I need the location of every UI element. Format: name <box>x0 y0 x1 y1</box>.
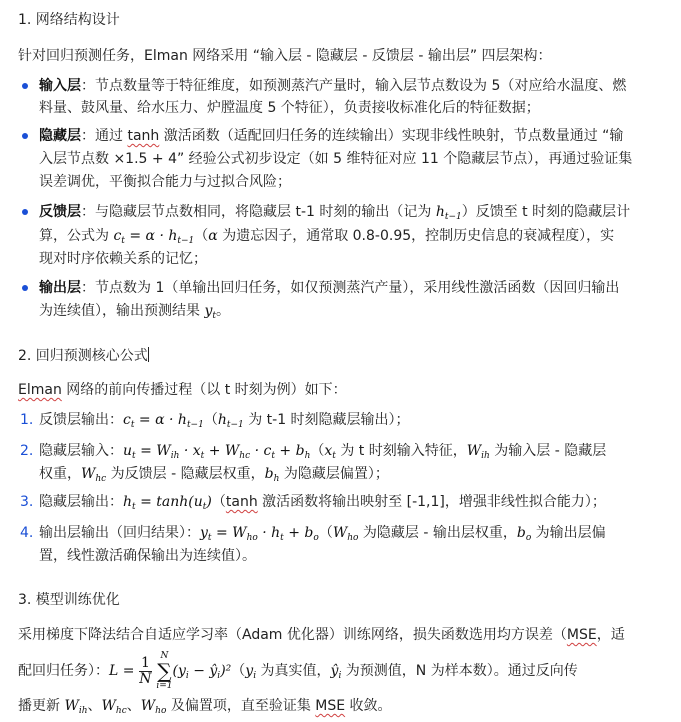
list-number: 1. <box>20 412 34 428</box>
bullet-text-line: ：与隐藏层节点数相同，将隐藏层 t-1 时刻的输出（记为 <box>81 204 436 220</box>
bullet-dot-icon <box>22 83 28 89</box>
bullet-text-line: 料量、鼓风量、给水压力、炉膛温度 5 个特征），负责接收标准化后的特征数据； <box>39 100 540 116</box>
section-3-text: 及偏置项，直至验证集 <box>166 698 316 714</box>
formula-wih: $W_{ih}$ <box>466 443 490 461</box>
list-item-text: 为 t 时刻输入特征， <box>335 443 467 459</box>
formula-ht: $h_t = \tanh(u_t)$ <box>123 494 212 512</box>
tanh-term: tanh <box>225 494 258 510</box>
list-item-label: 反馈层输出： <box>39 412 123 428</box>
formula-yi-hat: $ŷ_i$ <box>330 663 342 681</box>
formula-ct: $c_t = \alpha \cdot h_{t-1}$ <box>113 228 195 246</box>
formula-bo: $b_o$ <box>516 525 532 543</box>
bullet-title: 输入层 <box>39 78 81 94</box>
bullet-title: 隐藏层 <box>39 128 81 144</box>
section-2-intro <box>18 380 347 400</box>
formula-xt: $x_t$ <box>324 443 336 461</box>
list-item-text: 为反馈层 - 隐藏层权重， <box>106 466 265 482</box>
list-item-label: 输出层输出（回归结果）： <box>39 525 200 541</box>
bullet-text-line: （ <box>194 228 209 244</box>
list-item-text: 为 t-1 时刻隐藏层输出）； <box>243 412 410 428</box>
formula-who: $W_{ho}$ <box>140 698 167 716</box>
bullet-text-line: 误差调优，平衡拟合能力与过拟合风险； <box>39 174 291 190</box>
formula-whc: $W_{hc}$ <box>81 466 107 484</box>
section-2-intro-text: 网络的前向传播过程（以 t 时刻为例）如下： <box>61 382 347 398</box>
bullet-text-line: 入层节点数 ×1.5 + 4” 经验公式初步设定（如 5 维特征对应 11 个隐藏层节点），再通过验证集 <box>39 151 633 167</box>
fraction-1-over-n: $\frac{1}{N}$ <box>139 654 152 687</box>
formula-wih: $W_{ih}$ <box>64 698 88 716</box>
section-3-line-3 <box>18 696 392 721</box>
section-3-text: 收敛。 <box>345 698 392 714</box>
section-2-heading <box>18 346 149 366</box>
bullet-text-line: ）反馈至 t 时刻的隐藏层计 <box>461 204 631 220</box>
section-3-text: 采用梯度下降法结合自适应学习率（Adam 优化器）训练网络，损失函数选用均方误差（ <box>18 627 567 643</box>
section-3-line-1 <box>18 625 625 645</box>
list-number: 3. <box>20 494 34 510</box>
elman-term: Elman <box>18 382 62 398</box>
section-3-text: ，适 <box>596 627 625 643</box>
list-number: 4. <box>20 525 34 541</box>
bullet-dot-icon <box>22 209 28 215</box>
formula-ct: $c_t = \alpha \cdot h_{t-1}$ <box>123 412 204 430</box>
section-1-intro: 针对回归预测任务，Elman 网络采用 “输入层 - 隐藏层 - 反馈层 - 输出层” 四层架构： <box>18 48 552 64</box>
formula-yi: $y_i$ <box>245 663 257 681</box>
formula-loss: L = $\frac{1}{N}$ N ∑ i=1 ($y_i$ − $ŷ_i)^2$ <box>109 651 232 691</box>
formula-alpha: α <box>208 228 218 244</box>
section-3-line-2 <box>18 648 578 694</box>
section-3-text: 配回归任务）： <box>18 663 109 679</box>
list-item-text: （ <box>318 525 333 541</box>
separator: 、 <box>126 698 141 714</box>
bullet-text-line: 为连续值），输出预测结果 <box>39 303 205 319</box>
list-item-text: 为输出层偏 <box>531 525 606 541</box>
summation-icon: N ∑ i=1 <box>156 651 173 691</box>
section-3-text: （ <box>231 663 246 679</box>
list-item-text: 为隐藏层 - 输出层权重， <box>358 525 517 541</box>
bullet-text-line: 算，公式为 <box>39 228 114 244</box>
bullet-text-line: ：通过 <box>81 128 128 144</box>
separator: 、 <box>87 698 102 714</box>
list-item-text: 为输入层 - 隐藏层 <box>489 443 607 459</box>
section-3-text: 为预测值，N 为样本数）。通过反向传 <box>341 663 578 679</box>
formula-whc: $W_{hc}$ <box>101 698 127 716</box>
formula-who: $W_{ho}$ <box>332 525 359 543</box>
section-2-heading-text: 2. 回归预测核心公式 <box>18 348 148 364</box>
formula-yt: $y_t$ <box>204 303 216 321</box>
formula-h-t-minus-1: $h_{t-1}$ <box>217 412 244 430</box>
section-3-text: 为真实值， <box>256 663 331 679</box>
section-3-heading: 3. 模型训练优化 <box>18 592 120 608</box>
formula-bh: $b_h$ <box>264 466 280 484</box>
formula-ut: $u_t = W_{ih} \cdot x_t + W_{hc} \cdot c_t + b_h$ <box>123 443 311 461</box>
section-3-text: 播更新 <box>18 698 65 714</box>
bullet-title: 输出层 <box>39 280 81 296</box>
formula-yt-output: $y_t = W_{ho} \cdot h_t + b_o$ <box>200 525 319 543</box>
list-item-text: （ <box>203 412 218 428</box>
tanh-term: tanh <box>127 128 160 144</box>
list-number: 2. <box>20 443 34 459</box>
text-cursor-icon <box>148 347 149 362</box>
bullet-title: 反馈层 <box>39 204 81 220</box>
bullet-text-line: 为遗忘因子，通常取 0.8-0.95，控制历史信息的衰减程度），实 <box>217 228 615 244</box>
mse-term: MSE <box>566 627 597 643</box>
mse-term: MSE <box>315 698 346 714</box>
formula-h-t-minus-1: $h_{t-1}$ <box>435 204 462 222</box>
bullet-dot-icon <box>22 133 28 139</box>
section-1-heading: 1. 网络结构设计 <box>18 12 120 28</box>
list-item-label: 隐藏层输出： <box>39 494 123 510</box>
bullet-text-line: ：节点数为 1（单输出回归任务，如仅预测蒸汽产量），采用线性激活函数（因回归输出 <box>81 280 620 296</box>
bullet-text-line: ：节点数量等于特征维度，如预测蒸汽产量时，输入层节点数设为 5（对应给水温度、燃 <box>81 78 627 94</box>
list-item-text: （ <box>310 443 325 459</box>
list-item-text: 置，线性激活确保输出为连续值）。 <box>39 548 256 564</box>
list-item-text: 权重， <box>39 466 81 482</box>
list-item-text: 激活函数将输出映射至 [-1,1]，增强非线性拟合能力）； <box>257 494 606 510</box>
list-item-text: （ <box>211 494 226 510</box>
bullet-dot-icon <box>22 285 28 291</box>
list-item-text: 为隐藏层偏置）； <box>279 466 389 482</box>
list-item-label: 隐藏层输入： <box>39 443 123 459</box>
bullet-text-line: 现对时序依赖关系的记忆； <box>39 251 207 267</box>
bullet-text-line: 激活函数（适配回归任务的连续输出）实现非线性映射，节点数量通过 “输 <box>159 128 624 144</box>
bullet-text-line: 。 <box>216 303 230 319</box>
